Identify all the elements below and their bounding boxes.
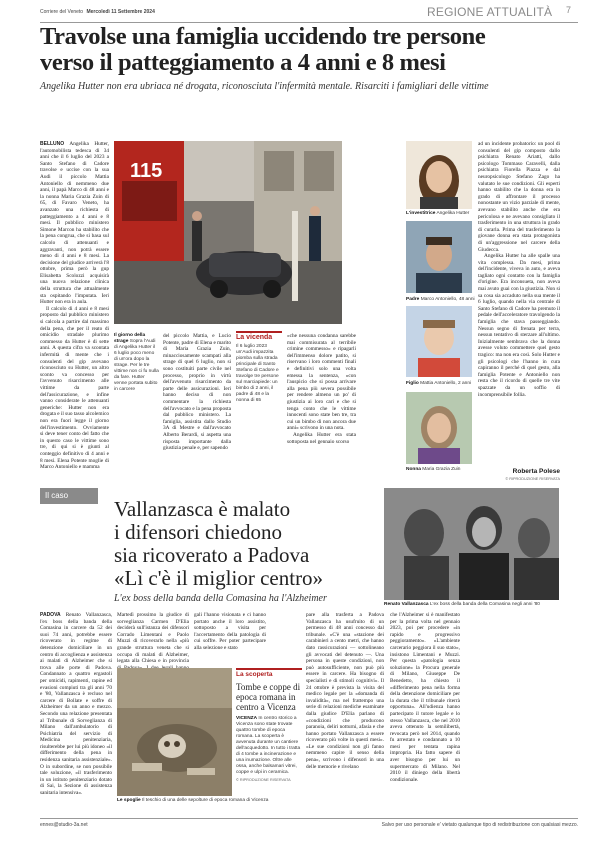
headline-line-1: Travolse una famiglia uccidendo tre persone	[40, 23, 486, 50]
caption-title: Il giorno della strage	[114, 333, 146, 344]
second-headline-line: Vallanzasca è malato	[114, 497, 291, 521]
rights-notice: © RIPRODUZIONE RISERVATA	[505, 477, 560, 481]
dateline: BELLUNO	[40, 141, 65, 147]
second-headline-line: i difensori chiedono	[114, 520, 282, 544]
scoperta-rights: © RIPRODUZIONE RISERVATA	[236, 778, 291, 782]
vallanzasca-caption	[384, 602, 562, 608]
footer-right: Salvo per uso personale e' vietato qualunque tipo di redistribuzione con qualsiasi mezzo.	[381, 822, 578, 828]
vicenda-box	[236, 331, 282, 483]
paper-name: Corriere del Veneto	[40, 9, 84, 15]
second-col-5: che l'Alzheimer si è manifestato per la prima volta nel gennaio 2023, poi per procedere «in rapido e progressivo peggioramento». «L'ambiente carcerario peggiora il suo stato», insistono Limentani e Muzzi. Per questa «patologia senza soluzione» la Procura generale di Milano, Giuseppe De Benedetto, ha chiesto il «differimento pena nella forma della detenzione domiciliare per la durata che il tribunale riterrà opportuna». All'udienza hanno partecipato il tutore legale e lo stesso Vallanzasca, che nel 2010 aveva ottenuto la semilibertà, revocata però nel 2014, quando fu arrestato e condannato a 10 mesi per tentata rapina impropria. Ha fatto sapere di aver bisogno per lui un supermercato di Milano. Nel 2010 il diniego della libertà condizionale.	[390, 612, 460, 783]
main-subhead: Angelika Hutter non era ubriaca né drogata, riconosciuta l'infermità mentale. Risarciti i famigliari delle vittime	[40, 81, 489, 92]
caption-title: L'investitrice	[406, 211, 436, 216]
caption-name: Angelika Hutter	[436, 211, 470, 216]
caption-title: Le spoglie	[117, 798, 141, 803]
caption-text: L'ex boss della banda della Comasina negli anni '80	[429, 602, 540, 607]
portrait-father	[406, 221, 472, 293]
caption-text: Sopra l'Audi di Angelika Hutter il 6 luglio poco meno di un'ora dopo la strage. Per le tre vittime non ci fu nulla da fare. Hutter venne portata subito in carcere	[114, 339, 159, 392]
second-col1-text: Renato Vallanzasca, l'ex boss della banda della Comasina in carcere da 52 dei suoi 74 anni, potrebbe essere ricoverato in regime di detenzione domiciliare in un centro di accoglienza e assistenza ai malati di Alzheimer che si trova alle porte di Padova. Condannato a quattro ergastoli per omicidi, rapimenti, rapine ed evasioni compiuti tra gli anni '70 e '80, Vallanzasca è recluso nel carcere di Bollate e soffre di Alzheimer da un anno e mezzo. Secondo una relazione presentata al Tribunale di Sorveglianza di Milano dall'ambulatorio di Psichiatria del servizio di Medicina penitenziaria, risulterebbe per lui più idoneo «il differimento della pena in residenza sanitaria assistenziale». O in subordine, se non possibile tale soluzione, «il trasferimento in un istituto penitenziario dotato di Sai, la Sezione di assistenza sanitaria intensiva».	[40, 612, 112, 797]
caption-name: Marco Antoniello, 48 anni	[420, 297, 475, 302]
caption-child	[406, 381, 476, 387]
tombs-photo	[117, 668, 232, 796]
scoperta-kicker: La scoperta	[236, 671, 273, 678]
vicenda-title: La vicenda	[236, 334, 273, 341]
main-col1b-text: Il calcolo di 4 anni e 8 mesi proposto dal pubblico ministero si calcola a partire dal massimo della pena, che per il reato di omicidio stradale plurimo commesso da Hutter è di sette anni. A questa cifra va scontata infermità di mente che i consulenti del gip avevano riconosciuto su Hutter, un altro sconto va concesso per l'avvenuto risarcimento alle vittime da parte dell'assicurazione, e infine vanno considerate le attenuanti generiche: Hutter non era drogata e il suo tasso alcolemico non era fuori legge il giorno dell'investimento. Ovviamente si deve tener conto del fatto che in questo caso le vittime sono tre, di qui si è giunti al conteggio definitivo di 4 anni e 8 mesi. Elena Potente moglie di Marco Antoniello e mamma	[40, 305, 109, 471]
svg-text:115: 115	[130, 160, 163, 182]
scoperta-text: In centro storico a Vicenza sono state trovate quattro tombe di epoca romana. La scoperta è avvenuta durante un cantiere dell'acquedotto. In tutto i tratta di 4 tombe a incinerazione e una inumazione. Oltre alle ossa, anche balsamari vitrei, coppe e ulpi in ceramica.	[236, 716, 301, 775]
footer-rule	[40, 818, 578, 819]
second-col-1	[40, 612, 112, 812]
main-col3-text: «che nessuna condanna sarebbe mai commisurata al terribile crimine commesso» e ripagarli dell'immenso dolore patito, si riservano i loro commenti finali e definitivi solo una volta emessa la sentenza, «con l'auspicio che si possa arrivare alla pena più severa possibile per rendere almeno un po' di giustizia ai loro cari e che si tenga conto che le vittime innocenti sono state ben tre, tra cui un bimbo di non ancora due anni» scrivono in una nota.	[287, 333, 356, 432]
byline: Roberta Polese	[512, 468, 560, 475]
second-headline-line: sia ricoverato a Padova	[114, 543, 310, 567]
main-col1-text: Angelika Hutter, l'automobilista tedesca di 34 anni che il 6 luglio del 2023 a Santo Stefano di Cadore travolse e uccise con la sua Audi il piccolo Mattia Antoniello di nemmeno due anni, il papà Marco di 48 anni e la nonna Maria Grazia Zuin di 65, di Favaro Veneto, ha avanzato una richiesta di patteggiamento a 4 anni e 8 mesi. Il pubblico ministero Simone Marcon ha stabilito che la pena congrua, che si basa sul calcolo di attenuanti e aggravanti, non potrà essere meno di 4 anni e 8 mesi. La decisione del giudice arriverà l'8 ottobre, prima però la gup Elisabetta Scolozzi acquisirà una nuova relazione clinica della struttura che attualmente sta ospitando l'imputata. Ieri Hutter non era in aula.	[40, 141, 109, 306]
second-headline-line: «Lì c'è il miglior centro»	[114, 566, 324, 590]
caption-father	[406, 297, 476, 303]
caption-title: Padre	[406, 297, 420, 302]
main-col-3	[287, 333, 356, 481]
caption-title: Figlio	[406, 381, 419, 386]
headline-line-2: verso il patteggiamento a 4 anni e 8 mesi	[40, 49, 446, 76]
scoperta-body	[236, 716, 302, 776]
portrait-hutter	[406, 141, 472, 209]
second-col-3: gali l'hanno visionata e ci hanno portato anche il loro assistito, sottoposto a visita per l'accertamento della patologia di cui soffre. Per poter partecipare alla selezione e stato	[194, 612, 266, 651]
second-col-4: pare alla trasferta a Padova Vallanzasca ha usufruito di un permesso di 48 anni concesso dal tribunale. «C'è una «stazione dei carabinieri a cento metri, che hanno dato rassicurazioni — sottolineano gli avvocati del detenuto —. Una persona in queste condizioni, non può autosufficiente, non può più essere in carcere. Ha bisogno di specialisti e di stimoli cognitivi». Il 24 ottobre è prevista la visita del medico legale per la «domanda di invalidità», ma nel frattempo una serie di relazioni mediche esaminate dalla giudice D'Elia parlano di «condizioni che producono paranoia, deliri notturni, afasia e che hanno portato Vallanzasca a essere ricoverato più volte in questi mesi». «Le sue condizioni non gli fanno nemmeno capire il senso della pena», scrivono i difensori in una delle memorie e rivelano	[306, 612, 384, 770]
caption-name: Mattia Antoniello, 2 anni	[420, 381, 472, 386]
issue-date: Mercoledì 11 Settembre 2024	[86, 9, 155, 15]
main-col4b-text: Angelika Hutter ha alle spalle una vita complessa. Da mesi, prima dell'incidente, viveva in auto, e aveva tagliato ogni contatto con la famiglia d'origine. Era inconsueta, non aveva mai avuto guai con la giustizia. Non si sa cosa sia accaduto nella sua mente il 6 luglio, quando nella via centrale di Santo Stefano di Cadore ha premuto il pedale dell'acceleratore travolgendo la famiglia che stava passeggiando. Nessun segno di frenata per terra, nessun tentativo di sterzare all'ultimo. Inizialmente sembrava che la donna avesse voluto commettere quel gesto tragico: ma non era così. Solo Hutter e gli psicologi che l'hanno in cura capiranno il perché di quel gesto, alla famiglia Potente e Antoniello non resta che il ricordo di quelle tre vite spazzate da un soffio di incomprensibile follia.	[478, 253, 560, 398]
second-subhead: L'ex boss della banda della Comasina ha l'Alzheimer	[114, 593, 327, 604]
caption-name: Maria Grazia Zuin	[422, 467, 461, 472]
second-col-2: Martedì prossimo la giudice di sorveglianza Carmen D'Elia deciderà sull'istanza dei difensori Corrado Limentani e Paolo Muzzi di ricoverarlo nella «più grande struttura veneta che si occupa di malati di Alzheimer, legata alla Chiesa e in provincia	[117, 612, 189, 665]
dateline: PADOVA	[40, 612, 61, 618]
caption-title: Nonna	[406, 467, 421, 472]
scoperta-box	[236, 668, 302, 810]
caption-grandmother	[406, 467, 476, 473]
vallanzasca-photo	[384, 488, 559, 600]
dateline: VICENZA	[236, 716, 258, 721]
crash-photo	[114, 141, 342, 324]
caso-tag: Il caso	[40, 488, 98, 504]
main-col4-text: ad un incidente probatorio: un pool di consulenti del gip composto dallo psichiatra Renato Ariatti, dallo psicologo Tommaso Caravelli, dalla psichiatra Fiorella Piazza e dal neuropsicologo Stefano Zago ha valutato le sue condizioni. Gli esperti hanno stabilito che la donna era in grado di affrontare il processo nonostante un vizio parziale di mente, avevano stabilito anche che era pericolosa e ne avevano consigliato il trasferimento in una struttura in grado di curarla. Prima del trasferimento la giovane donna era stata protagonista di un'aggressione nel carcere della Giudecca.	[478, 141, 560, 253]
main-col-1	[40, 141, 109, 481]
vicenda-text: Il 6 luglio 2023 un'Audi impazzita piomba sulla strada principale di Santo Stefano di Cadore e travolge tre persone sul marciapiede: un bimbo di 2 anni, il padre di 48 e la nonna di 65	[236, 344, 279, 403]
section-label: REGIONE ATTUALITÀ	[427, 5, 553, 19]
caption-hutter	[406, 211, 476, 217]
footer-left: ennes@studio-3a.net	[40, 822, 88, 828]
caption-title: Renato Vallanzasca	[384, 602, 429, 607]
second-headline	[114, 498, 382, 590]
crash-photo-caption	[114, 333, 159, 393]
scoperta-headline: Tombe e coppe di epoca romana in centro a Vicenza	[236, 682, 301, 712]
header-paper-date	[40, 9, 155, 15]
main-headline	[40, 24, 580, 76]
main-col-4	[478, 141, 560, 466]
portrait-child	[406, 306, 472, 377]
main-col3b-text: Angelika Hutter era stata sottoposta nel gennaio scorso	[287, 431, 356, 445]
portrait-grandmother	[406, 392, 472, 464]
page-number: 7	[566, 5, 572, 15]
caption-text: Il teschio di una delle sepolture di epoca romana di Vicenza	[142, 798, 269, 803]
main-col-2: del piccolo Mattia, e Lucio Potente, padre di Elena e marito di Maria Grazia Zuin, minacciosamente scampati alla strage di quel 6 luglio, non si sono costituiti parte civile nel processo, proprio in virtù dell'avvenuto risarcimento da parte delle assicurazioni. Ieri hanno deciso di non commentare la richiesta dell'avvocato e la pena proposta dal pubblico ministero. La famiglia, assistita dallo Studio 3A di Mestre e dall'avvocato Alberto Berardi, si aspetta una risposta importante dalla giustizia penale e, per sapendo	[163, 333, 231, 452]
